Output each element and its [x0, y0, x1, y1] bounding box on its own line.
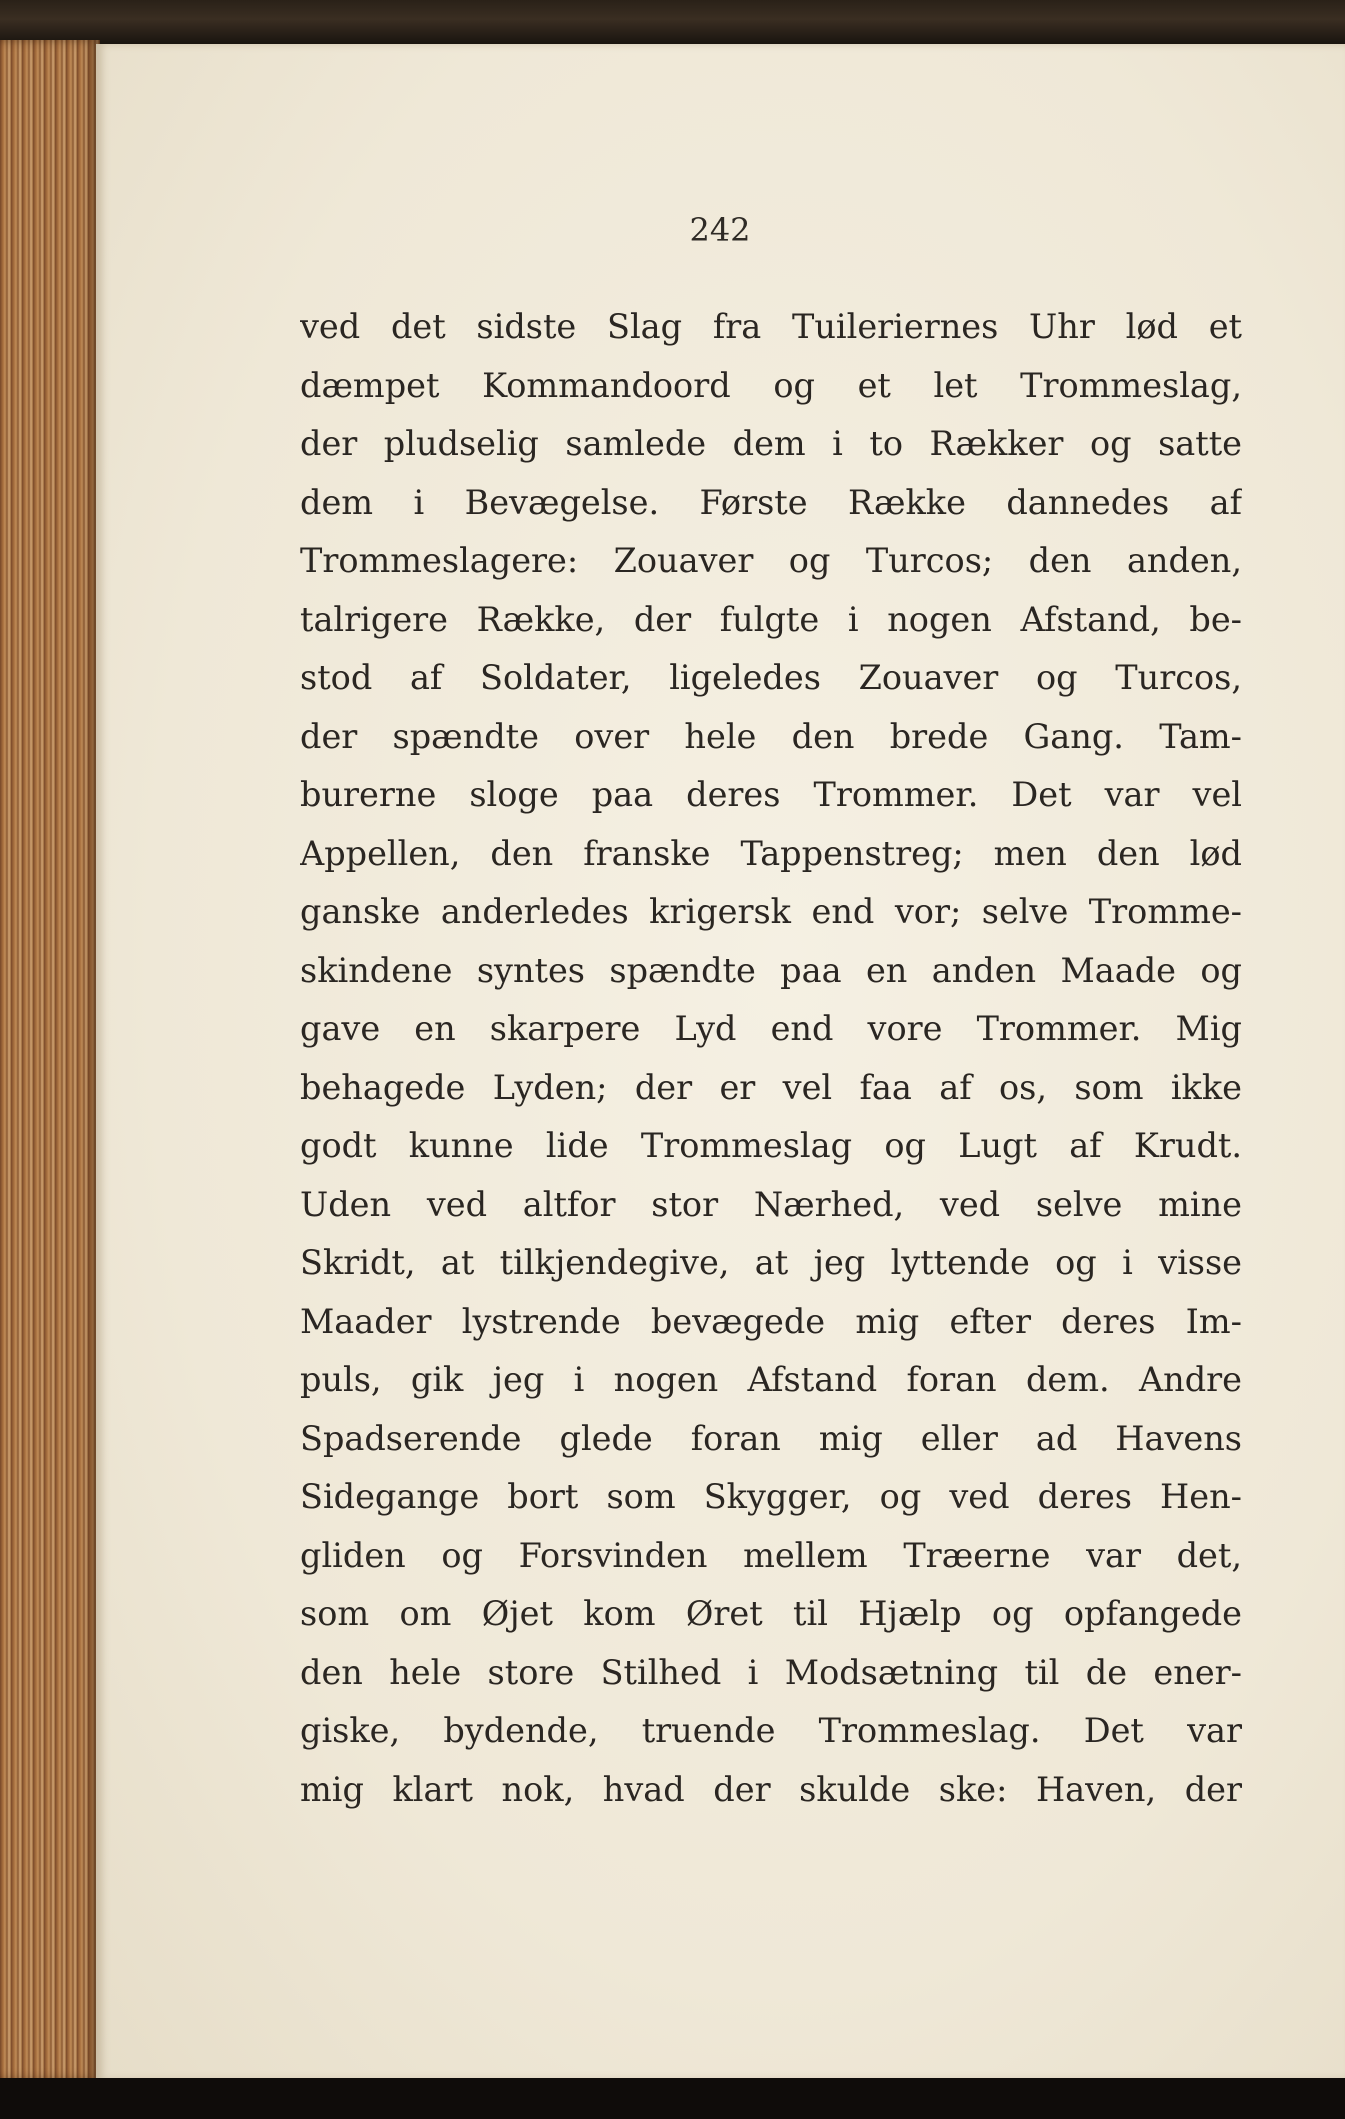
- text-line: Skridt, at tilkjendegive, at jeg lyttende og i visse: [300, 1243, 1242, 1282]
- text-line: godt kunne lide Trommeslag og Lugt af Krudt.: [300, 1126, 1242, 1165]
- text-line: mig klart nok, hvad der skulde ske: Haven, der: [300, 1769, 1242, 1809]
- text-line: gave en skarpere Lyd end vore Trommer. Mig: [300, 1009, 1242, 1048]
- scan-background: [0, 2078, 1345, 2119]
- text-line: den hele store Stilhed i Modsætning til de ener-: [300, 1652, 1242, 1692]
- text-line: talrigere Række, der fulgte i nogen Afstand, be-: [300, 599, 1242, 639]
- text-line: som om Øjet kom Øret til Hjælp og opfangede: [300, 1594, 1242, 1633]
- text-line: skindene syntes spændte paa en anden Maade og: [300, 950, 1242, 990]
- text-line: Maader lystrende bevægede mig efter deres Im-: [300, 1301, 1242, 1341]
- page-stack-edge: [0, 40, 100, 2080]
- text-line: ganske anderledes krigersk end vor; selve Tromme-: [300, 892, 1242, 931]
- text-line: Trommeslagere: Zouaver og Turcos; den anden,: [300, 541, 1242, 580]
- text-line: Spadserende glede foran mig eller ad Havens: [300, 1418, 1242, 1458]
- text-line: behagede Lyden; der er vel faa af os, som ikke: [300, 1067, 1242, 1107]
- text-line: puls, gik jeg i nogen Afstand foran dem. Andre: [300, 1360, 1242, 1399]
- text-line: der spændte over hele den brede Gang. Tam-: [300, 716, 1242, 756]
- text-line: der pludselig samlede dem i to Rækker og satte: [300, 424, 1242, 463]
- text-line: Uden ved altfor stor Nærhed, ved selve mine: [300, 1184, 1242, 1224]
- text-line: Sidegange bort som Skygger, og ved deres Hen-: [300, 1477, 1242, 1516]
- body-text: [300, 298, 1242, 1819]
- text-line: Appellen, den franske Tappenstreg; men den lød: [300, 833, 1242, 873]
- text-line: giske, bydende, truende Trommeslag. Det var: [300, 1711, 1242, 1750]
- text-line: dem i Bevægelse. Første Række dannedes af: [300, 482, 1242, 522]
- page-number: 242: [689, 211, 751, 249]
- text-line: ved det sidste Slag fra Tuileriernes Uhr lød et: [300, 307, 1242, 346]
- text-line: dæmpet Kommandoord og et let Trommeslag,: [300, 365, 1242, 405]
- book-binding-edge: [0, 0, 1345, 48]
- text-line: burerne sloge paa deres Trommer. Det var vel: [300, 775, 1242, 814]
- text-line: stod af Soldater, ligeledes Zouaver og Turcos,: [300, 658, 1242, 697]
- text-line: gliden og Forsvinden mellem Træerne var det,: [300, 1535, 1242, 1575]
